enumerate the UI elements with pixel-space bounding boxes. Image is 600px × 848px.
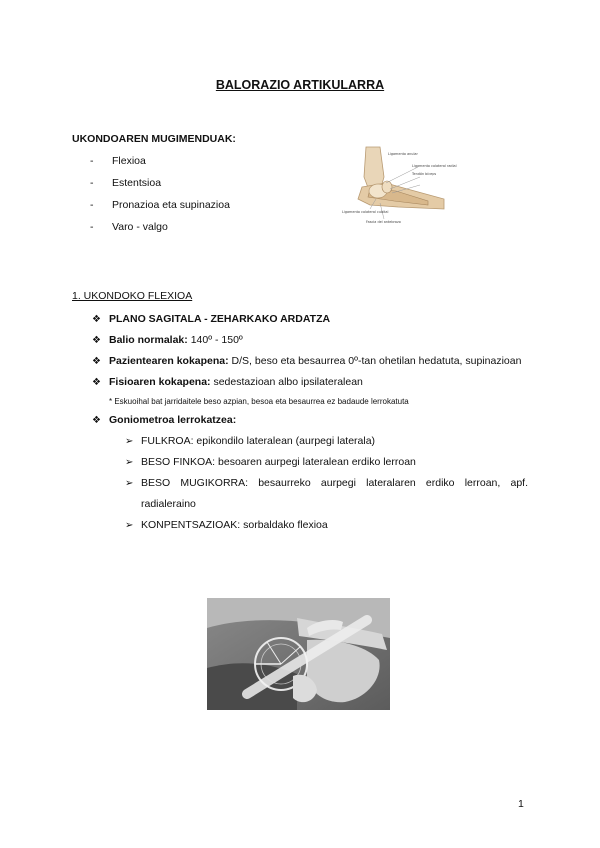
goniometer-heading: Goniometroa lerrokatzea:: [109, 414, 237, 426]
diamond-bullet-icon: ❖: [92, 356, 101, 367]
dash-bullet: -: [90, 199, 94, 211]
page-number: 1: [518, 798, 524, 810]
dash-bullet: -: [90, 221, 94, 233]
movements-heading: UKONDOAREN MUGIMENDUAK:: [72, 133, 236, 145]
normal-values-text: 140º - 150º: [187, 334, 243, 346]
arrow-bullet-icon: ➢: [125, 457, 134, 468]
figure-label: Tendón bíceps: [412, 172, 437, 176]
list-item: [92, 351, 528, 372]
alignment-text: FULKROA: epikondilo lateralean (aurpegi laterala): [141, 435, 376, 447]
section-heading: 1. UKONDOKO FLEXIOA: [72, 290, 193, 302]
list-item: [90, 155, 230, 177]
list-item: [90, 177, 230, 199]
diamond-bullet-icon: ❖: [92, 377, 101, 388]
goniometer-photo: [207, 598, 390, 710]
goniometer-alignment-list: [92, 431, 528, 536]
flexion-details-list: [92, 309, 528, 536]
plane-text: PLANO SAGITALA - ZEHARKAKO ARDATZA: [109, 313, 331, 325]
list-item: [92, 372, 528, 393]
list-item: [125, 431, 528, 452]
arrow-bullet-icon: ➢: [125, 520, 134, 531]
patient-position-text: D/S, beso eta besaurrea 0º-tan ohetilan hedatuta, supinazioan: [228, 355, 522, 367]
list-item: [92, 330, 528, 351]
movement-text: Pronazioa eta supinazioa: [112, 199, 230, 211]
footnote: * Eskuoihal bat jarridaitele beso azpian, besoa eta besaurrea ez badaude lerrokatuta: [109, 397, 409, 406]
diamond-bullet-icon: ❖: [92, 314, 101, 325]
diamond-bullet-icon: ❖: [92, 415, 101, 426]
list-item: [92, 309, 528, 330]
movement-text: Varo - valgo: [112, 221, 168, 233]
list-item: [125, 452, 528, 473]
figure-label: Ligamento colateral cubital: [342, 210, 389, 214]
document-title: BALORAZIO ARTIKULARRA: [215, 78, 385, 92]
alignment-text: BESO MUGIKORRA: besaurreko aurpegi lateralaren erdiko lerroan, apf. radialeraino: [141, 477, 528, 510]
list-item: [92, 410, 528, 431]
diamond-bullet-icon: ❖: [92, 335, 101, 346]
movement-text: Flexioa: [112, 155, 146, 167]
dash-bullet: -: [90, 177, 94, 189]
normal-values-label: Balio normalak:: [109, 334, 188, 346]
figure-label: Ligamento colateral radial: [412, 164, 457, 168]
list-item: [92, 431, 528, 536]
movement-text: Estentsioa: [112, 177, 162, 189]
dash-bullet: -: [90, 155, 94, 167]
alignment-text: KONPENTSAZIOAK: sorbaldako flexioa: [141, 519, 328, 531]
patient-position-label: Pazientearen kokapena:: [109, 355, 229, 367]
list-item: [90, 221, 230, 243]
elbow-anatomy-image: [340, 147, 457, 227]
arrow-bullet-icon: ➢: [125, 436, 134, 447]
list-item: [125, 515, 528, 536]
alignment-text: BESO FINKOA: besoaren aurpegi lateralean erdiko lerroan: [141, 456, 416, 468]
figure-label: Fascia del antebrazo: [366, 220, 401, 224]
list-item: [90, 199, 230, 221]
movements-list: [90, 155, 230, 243]
physio-position-label: Fisioaren kokapena:: [109, 376, 211, 388]
arrow-bullet-icon: ➢: [125, 478, 134, 489]
physio-position-text: sedestazioan albo ipsilateralean: [210, 376, 363, 388]
list-item: [125, 473, 528, 515]
figure-label: Ligamento anular: [388, 152, 418, 156]
list-item: [92, 393, 528, 410]
